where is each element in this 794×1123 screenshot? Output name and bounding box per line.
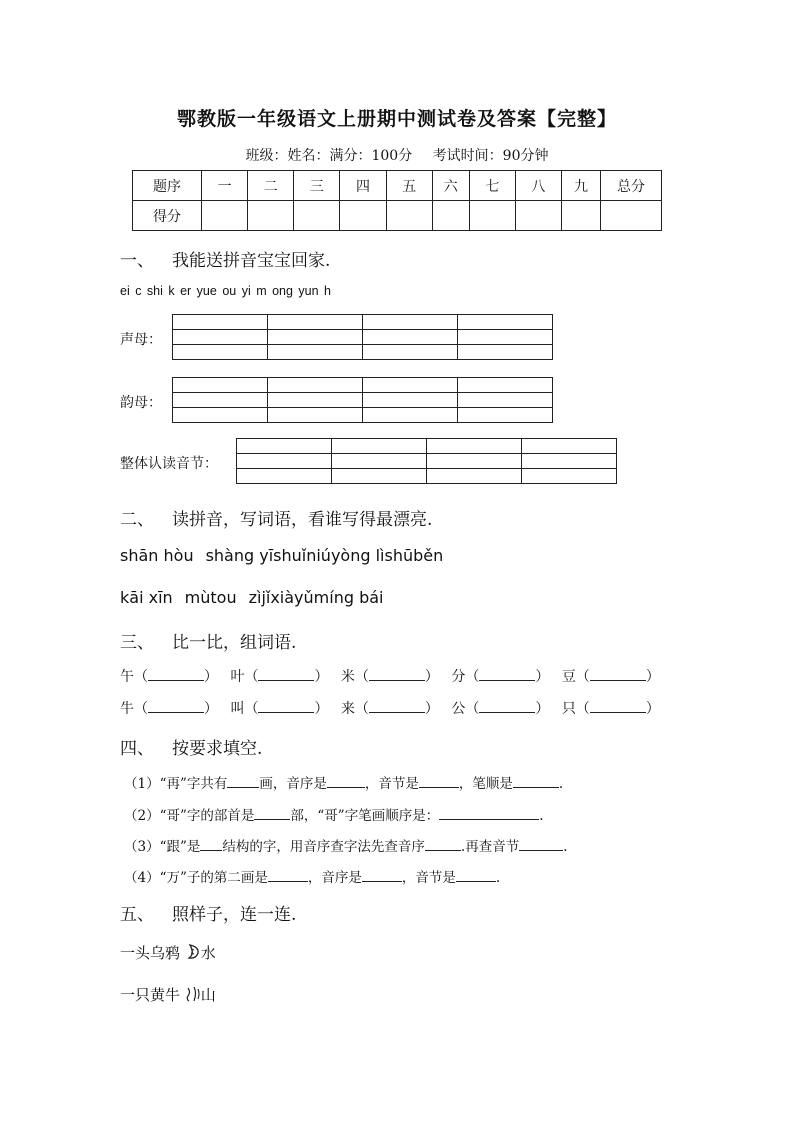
yunmu-label: 韵母： bbox=[120, 395, 162, 411]
exam-time-info: 考试时间：90分钟 bbox=[432, 148, 549, 164]
compare-item: 豆（ ） bbox=[561, 669, 660, 685]
yunmu-grid[interactable] bbox=[172, 377, 553, 423]
class-name-info: 班级：姓名：满分：100分 bbox=[245, 148, 413, 164]
header-cell: 六 bbox=[432, 171, 469, 201]
compare-item: 牛（ ） bbox=[120, 701, 218, 717]
header-cell: 题序 bbox=[133, 171, 202, 201]
header-cell: 九 bbox=[562, 171, 601, 201]
compare-item: 公（ ） bbox=[451, 701, 550, 717]
section-text: 比一比，组词语. bbox=[172, 633, 297, 653]
answer-blank[interactable] bbox=[439, 807, 539, 820]
score-cell[interactable] bbox=[202, 201, 248, 231]
answer-blank[interactable] bbox=[590, 668, 646, 681]
answer-blank[interactable] bbox=[369, 668, 425, 681]
score-table-score-row bbox=[133, 201, 662, 231]
score-cell[interactable] bbox=[340, 201, 386, 231]
pinyin-word: shàng yīshuǐniúyòng lìshūběn bbox=[205, 546, 444, 565]
moon-pictograph-icon bbox=[185, 943, 201, 961]
answer-blank[interactable] bbox=[479, 700, 535, 713]
compare-item: 只（ ） bbox=[561, 701, 660, 717]
pinyin-words-line-2 bbox=[120, 588, 395, 607]
score-cell[interactable] bbox=[248, 201, 294, 231]
score-cell[interactable] bbox=[562, 201, 601, 231]
answer-blank[interactable] bbox=[254, 807, 290, 820]
score-cell[interactable] bbox=[601, 201, 662, 231]
zhengti-grid[interactable] bbox=[236, 438, 617, 484]
pinyin-word: mùtou bbox=[184, 588, 237, 607]
row-label-cell: 得分 bbox=[133, 201, 202, 231]
score-cell[interactable] bbox=[515, 201, 561, 231]
water-pictograph-icon bbox=[185, 985, 201, 1003]
answer-blank[interactable] bbox=[268, 869, 308, 882]
score-table bbox=[132, 170, 662, 231]
compare-item: 午（ ） bbox=[120, 669, 218, 685]
compare-item: 叶（ ） bbox=[230, 669, 329, 685]
section-text: 照样子，连一连. bbox=[172, 905, 297, 925]
answer-blank[interactable] bbox=[479, 668, 535, 681]
match-line-2 bbox=[120, 984, 216, 1005]
score-cell[interactable] bbox=[469, 201, 515, 231]
section-text: 我能送拼音宝宝回家. bbox=[172, 251, 331, 271]
section-number: 三、 bbox=[120, 633, 154, 653]
match-word: 水 bbox=[200, 944, 216, 962]
score-table-header-row bbox=[133, 171, 662, 201]
section-number: 二、 bbox=[120, 510, 154, 530]
compare-row-1 bbox=[120, 666, 668, 686]
section-3-heading bbox=[120, 628, 296, 653]
answer-blank[interactable] bbox=[419, 775, 459, 788]
pinyin-word: shān hòu bbox=[120, 546, 194, 565]
section-5-heading bbox=[120, 900, 296, 925]
header-cell: 七 bbox=[469, 171, 515, 201]
fill-question-4: （4）“万”子的第二画是 ，音序是 ，音节是 . bbox=[124, 870, 501, 886]
compare-item: 来（ ） bbox=[340, 701, 439, 717]
answer-blank[interactable] bbox=[425, 838, 461, 851]
pinyin-word: kāi xīn bbox=[120, 588, 173, 607]
section-number: 一、 bbox=[120, 251, 154, 271]
answer-blank[interactable] bbox=[519, 838, 563, 851]
match-phrase: 一头乌鸦 bbox=[120, 944, 181, 962]
fill-question-1: （1）“再”字共有 画，音序是 ，音节是 ，笔顺是 . bbox=[124, 776, 564, 792]
header-cell: 总分 bbox=[601, 171, 662, 201]
answer-blank[interactable] bbox=[369, 700, 425, 713]
answer-blank[interactable] bbox=[258, 700, 314, 713]
answer-blank[interactable] bbox=[227, 775, 259, 788]
compare-item: 米（ ） bbox=[340, 669, 439, 685]
compare-item: 分（ ） bbox=[451, 669, 550, 685]
header-cell: 二 bbox=[248, 171, 294, 201]
section-text: 读拼音，写词语，看谁写得最漂亮. bbox=[172, 510, 433, 530]
section-number: 四、 bbox=[120, 739, 154, 759]
score-cell[interactable] bbox=[386, 201, 432, 231]
header-cell: 三 bbox=[294, 171, 340, 201]
shengmu-grid[interactable] bbox=[172, 314, 553, 360]
answer-blank[interactable] bbox=[148, 668, 204, 681]
match-word: 山 bbox=[200, 986, 216, 1004]
header-cell: 八 bbox=[515, 171, 561, 201]
answer-blank[interactable] bbox=[590, 700, 646, 713]
answer-blank[interactable] bbox=[148, 700, 204, 713]
pinyin-list: ei c shi k er yue ou yi m ong yun h bbox=[120, 284, 331, 298]
zhengti-label: 整体认读音节： bbox=[120, 456, 218, 472]
header-cell: 四 bbox=[340, 171, 386, 201]
pinyin-words-line-1 bbox=[120, 546, 455, 565]
section-text: 按要求填空. bbox=[172, 739, 263, 759]
header-cell: 五 bbox=[386, 171, 432, 201]
section-1-heading bbox=[120, 246, 330, 271]
header-cell: 一 bbox=[202, 171, 248, 201]
match-line-1 bbox=[120, 942, 216, 963]
page-title: 鄂教版一年级语文上册期中测试卷及答案【完整】 bbox=[176, 108, 617, 130]
section-2-heading bbox=[120, 505, 432, 530]
pinyin-word: zìjǐxiàyǔmíng bái bbox=[248, 588, 384, 607]
score-cell[interactable] bbox=[432, 201, 469, 231]
answer-blank[interactable] bbox=[513, 775, 559, 788]
answer-blank[interactable] bbox=[327, 775, 365, 788]
answer-blank[interactable] bbox=[258, 668, 314, 681]
match-phrase: 一只黄牛 bbox=[120, 986, 181, 1004]
exam-info bbox=[0, 145, 794, 165]
fill-question-3: （3）“跟”是 结构的字，用音序查字法先查音序 .再查音节 . bbox=[124, 839, 568, 855]
section-4-heading bbox=[120, 734, 262, 759]
answer-blank[interactable] bbox=[456, 869, 496, 882]
score-cell[interactable] bbox=[294, 201, 340, 231]
answer-blank[interactable] bbox=[200, 838, 222, 851]
section-number: 五、 bbox=[120, 905, 154, 925]
compare-item: 叫（ ） bbox=[230, 701, 329, 717]
fill-question-2: （2）“哥”字的部首是 部，“哥”字笔画顺序是： . bbox=[124, 808, 544, 824]
answer-blank[interactable] bbox=[362, 869, 402, 882]
compare-row-2 bbox=[120, 698, 668, 718]
shengmu-label: 声母： bbox=[120, 332, 162, 348]
